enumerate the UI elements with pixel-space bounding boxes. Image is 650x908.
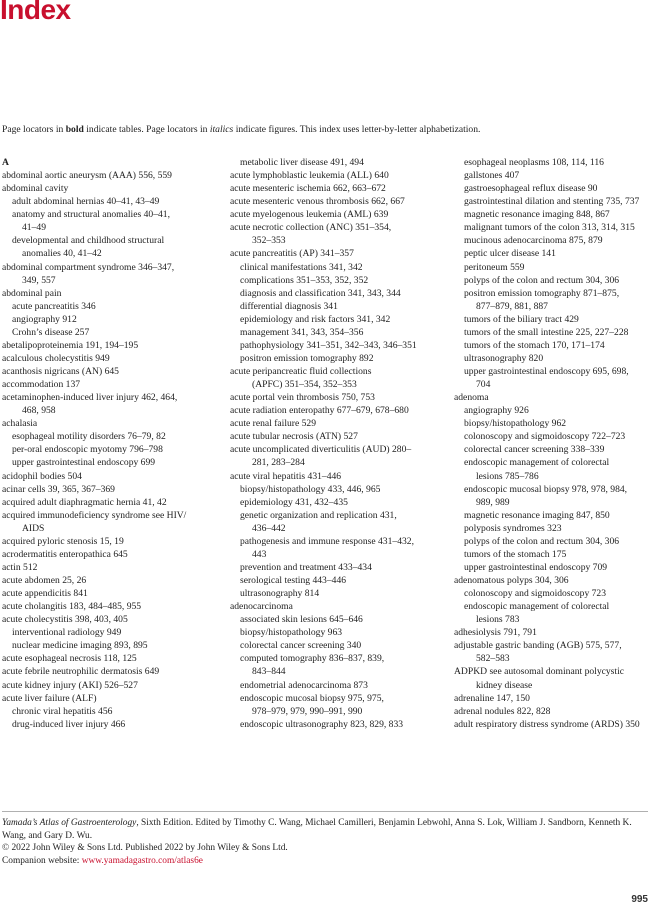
index-subentry: genetic organization and replication 431, <box>240 509 397 521</box>
page-number: 995 <box>631 894 648 905</box>
book-editors: , Sixth Edition. Edited by Timothy C. Wang, Michael Camilleri, Benjamin Lebwohl, Anna S. Lok, William J. Sandborn, Kenneth K. Wang, and Gary D. Wu. <box>2 818 632 841</box>
index-subentry: pathogenesis and immune response 431–432, <box>240 535 414 547</box>
index-subentry: clinical manifestations 341, 342 <box>240 261 363 273</box>
index-subentry: prevention and treatment 433–434 <box>240 561 372 573</box>
index-subentry: differential diagnosis 341 <box>240 300 338 312</box>
index-entry-continuation: AIDS <box>22 522 45 534</box>
index-main-entry: acrodermatitis enteropathica 645 <box>2 548 128 560</box>
index-subentry: malignant tumors of the colon 313, 314, 315 <box>464 222 635 234</box>
index-main-entry: acute tubular necrosis (ATN) 527 <box>230 431 358 443</box>
index-entry-continuation: 352–353 <box>252 235 286 247</box>
index-main-entry: accommodation 137 <box>2 379 81 391</box>
index-subentry: management 341, 343, 354–356 <box>240 326 364 338</box>
index-subentry: adult abdominal hernias 40–41, 43–49 <box>12 196 160 208</box>
footer-copyright: © 2022 John Wiley & Sons Ltd. Published 2022 by John Wiley & Sons Ltd. <box>2 843 288 854</box>
index-subentry: complications 351–353, 352, 352 <box>240 274 369 286</box>
index-entry-continuation: 843–844 <box>252 666 286 678</box>
index-subentry: magnetic resonance imaging 848, 867 <box>464 209 610 221</box>
index-entry-continuation: 349, 557 <box>22 274 56 286</box>
index-subentry: acute pancreatitis 346 <box>12 300 96 312</box>
index-main-entry: abdominal pain <box>2 287 62 299</box>
index-subentry: endoscopic ultrasonography 823, 829, 833 <box>240 718 404 730</box>
index-subentry: upper gastrointestinal endoscopy 699 <box>12 457 156 469</box>
index-main-entry: acute cholecystitis 398, 403, 405 <box>2 614 128 626</box>
index-subentry: tumors of the small intestine 225, 227–228 <box>464 326 629 338</box>
intro-text <box>2 123 642 136</box>
index-main-entry: acute viral hepatitis 431–446 <box>230 470 342 482</box>
index-main-entry: acute renal failure 529 <box>230 418 317 430</box>
companion-website-link[interactable]: www.yamadagastro.com/atlas6e <box>81 855 203 866</box>
index-subentry: peptic ulcer disease 141 <box>464 248 556 260</box>
index-subentry: serological testing 443–446 <box>240 575 347 586</box>
index-main-entry: acute mesenteric venous thrombosis 662, 667 <box>230 196 405 208</box>
index-subentry: tumors of the stomach 175 <box>464 548 567 560</box>
index-subentry: colonoscopy and sigmoidoscopy 723 <box>464 588 607 600</box>
index-subentry: upper gastrointestinal endoscopy 695, 698, <box>464 366 629 377</box>
index-entry-continuation: 41–49 <box>22 222 46 234</box>
index-subentry: endoscopic management of colorectal <box>464 457 610 469</box>
index-main-entry: acute abdomen 25, 26 <box>2 575 87 586</box>
index-subentry: epidemiology and risk factors 341, 342 <box>240 313 391 325</box>
index-main-entry: acute necrotic collection (ANC) 351–354, <box>230 222 392 234</box>
index-main-entry: acute liver failure (ALF) <box>2 692 97 704</box>
index-main-entry: acute radiation enteropathy 677–679, 678–680 <box>230 405 409 417</box>
index-subentry: interventional radiology 949 <box>12 627 122 639</box>
index-subentry: nuclear medicine imaging 893, 895 <box>12 640 148 652</box>
index-subentry: ultrasonography 820 <box>464 352 544 364</box>
book-title: Yamada’s Atlas of Gastroenterology <box>2 818 137 828</box>
index-subentry: associated skin lesions 645–646 <box>240 614 363 626</box>
index-main-entry: abetalipoproteinemia 191, 194–195 <box>2 339 139 351</box>
index-subentry: endoscopic mucosal biopsy 978, 978, 984, <box>464 483 628 495</box>
index-subentry: biopsy/histopathology 962 <box>464 418 567 430</box>
index-entry-continuation: 468, 958 <box>22 405 56 417</box>
index-subentry: upper gastrointestinal endoscopy 709 <box>464 561 608 573</box>
index-main-entry: acanthosis nigricans (AN) 645 <box>2 366 119 377</box>
index-entry-continuation: 281, 283–284 <box>252 457 305 469</box>
index-subentry: colorectal cancer screening 338–339 <box>464 444 605 456</box>
index-main-entry: acetaminophen-induced liver injury 462, 464, <box>2 392 178 404</box>
index-main-entry: acute appendicitis 841 <box>2 588 88 600</box>
index-main-entry: acute pancreatitis (AP) 341–357 <box>230 248 354 260</box>
index-main-entry: acute mesenteric ischemia 662, 663–672 <box>230 183 386 195</box>
index-main-entry: acute portal vein thrombosis 750, 753 <box>230 392 375 404</box>
footer-website <box>2 855 642 868</box>
index-subentry: developmental and childhood structural <box>12 235 165 247</box>
index-subentry: positron emission tomography 892 <box>240 352 374 364</box>
index-subentry: pathophysiology 341–351, 342–343, 346–351 <box>240 339 417 351</box>
index-main-entry: adrenaline 147, 150 <box>454 692 530 704</box>
index-subentry: gastrointestinal dilation and stenting 735, 737 <box>464 196 640 208</box>
index-main-entry: acinar cells 39, 365, 367–369 <box>2 483 115 495</box>
index-main-entry: acquired pyloric stenosis 15, 19 <box>2 535 124 547</box>
index-entry-continuation: (APFC) 351–354, 352–353 <box>252 379 357 391</box>
intro-part-1: Page locators in <box>2 124 66 135</box>
index-main-entry: abdominal cavity <box>2 183 69 195</box>
index-main-entry: abdominal aortic aneurysm (AAA) 556, 559 <box>2 170 172 182</box>
index-subentry: positron emission tomography 871–875, <box>464 287 620 299</box>
intro-part-2: indicate tables. Page locators in <box>83 124 210 135</box>
index-subentry: diagnosis and classification 341, 343, 344 <box>240 287 401 299</box>
index-subentry: Crohn’s disease 257 <box>12 326 90 338</box>
footer <box>2 817 642 867</box>
index-subentry: drug-induced liver injury 466 <box>12 718 126 730</box>
index-entry-continuation: lesions 785–786 <box>476 470 539 482</box>
index-subentry: esophageal motility disorders 76–79, 82 <box>12 431 166 443</box>
index-main-entry: adenoma <box>454 392 489 404</box>
index-main-entry: acute peripancreatic fluid collections <box>230 366 372 377</box>
index-title: Index <box>0 0 71 25</box>
index-subentry: polyps of the colon and rectum 304, 306 <box>464 274 620 286</box>
index-main-entry: acute uncomplicated diverticulitis (AUD) 280– <box>230 444 412 456</box>
index-main-entry: adrenal nodules 822, 828 <box>454 705 551 717</box>
index-main-entry: abdominal compartment syndrome 346–347, <box>2 261 175 273</box>
index-subentry: angiography 926 <box>464 405 529 417</box>
index-entry-continuation: anomalies 40, 41–42 <box>22 248 102 260</box>
index-subentry: gallstones 407 <box>464 170 520 182</box>
index-subentry: magnetic resonance imaging 847, 850 <box>464 509 610 521</box>
index-main-entry: achalasia <box>2 418 38 430</box>
index-letter-heading: A <box>2 157 9 168</box>
index-main-entry: acquired adult diaphragmatic hernia 41, 42 <box>2 496 167 508</box>
index-main-entry: acute esophageal necrosis 118, 125 <box>2 653 137 665</box>
index-entry-continuation: 989, 989 <box>476 496 510 508</box>
index-subentry: gastroesophageal reflux disease 90 <box>464 183 598 195</box>
index-main-entry: acute cholangitis 183, 484–485, 955 <box>2 601 142 613</box>
footer-citation <box>2 817 642 842</box>
index-subentry: polyposis syndromes 323 <box>464 522 562 534</box>
index-subentry: endoscopic mucosal biopsy 975, 975, <box>240 692 384 704</box>
index-column-1 <box>2 156 212 731</box>
website-label: Companion website: <box>2 855 82 866</box>
index-column-2 <box>222 156 442 731</box>
index-entry-continuation: 582–583 <box>476 653 510 665</box>
index-subentry: biopsy/histopathology 433, 446, 965 <box>240 483 381 495</box>
index-main-entry: acquired immunodeficiency syndrome see HIV/ <box>2 509 187 521</box>
footer-divider <box>2 811 648 812</box>
index-subentry: polyps of the colon and rectum 304, 306 <box>464 535 620 547</box>
index-entry-continuation: 436–442 <box>252 522 286 534</box>
index-main-entry: acute lymphoblastic leukemia (ALL) 640 <box>230 170 389 182</box>
intro-italics-word: italics <box>209 124 234 135</box>
index-subentry: colonoscopy and sigmoidoscopy 722–723 <box>464 431 626 443</box>
index-main-entry: adjustable gastric banding (AGB) 575, 577, <box>454 640 622 652</box>
index-subentry: esophageal neoplasms 108, 114, 116 <box>464 157 604 168</box>
index-subentry: ultrasonography 814 <box>240 588 320 600</box>
index-subentry: peritoneum 559 <box>464 261 525 273</box>
index-entry-continuation: 877–879, 881, 887 <box>476 300 548 312</box>
index-subentry: endometrial adenocarcinoma 873 <box>240 679 368 691</box>
index-main-entry: acute myelogenous leukemia (AML) 639 <box>230 209 389 221</box>
index-main-entry: ADPKD see autosomal dominant polycystic <box>454 666 624 678</box>
index-subentry: metabolic liver disease 491, 494 <box>240 157 364 168</box>
index-entry-continuation: 443 <box>252 548 267 560</box>
index-main-entry: adhesiolysis 791, 791 <box>454 627 537 639</box>
intro-bold-word: bold <box>65 124 84 135</box>
index-subentry: chronic viral hepatitis 456 <box>12 705 113 717</box>
index-subentry: tumors of the stomach 170, 171–174 <box>464 339 605 351</box>
index-entry-continuation: lesions 783 <box>476 614 520 626</box>
index-entry-continuation: 704 <box>476 379 491 391</box>
intro-part-3: indicate figures. This index uses letter-by-letter alphabetization. <box>233 124 481 135</box>
index-subentry: anatomy and structural anomalies 40–41, <box>12 209 170 221</box>
index-subentry: endoscopic management of colorectal <box>464 601 610 613</box>
index-subentry: computed tomography 836–837, 839, <box>240 653 385 665</box>
index-subentry: biopsy/histopathology 963 <box>240 627 343 639</box>
index-subentry: tumors of the biliary tract 429 <box>464 313 579 325</box>
index-entry-continuation: 978–979, 979, 990–991, 990 <box>252 705 363 717</box>
index-main-entry: acute febrile neutrophilic dermatosis 649 <box>2 666 160 678</box>
index-column-3 <box>446 156 650 731</box>
index-subentry: epidemiology 431, 432–435 <box>240 496 348 508</box>
index-main-entry: actin 512 <box>2 561 38 573</box>
index-subentry: angiography 912 <box>12 313 77 325</box>
index-main-entry: acidophil bodies 504 <box>2 470 82 482</box>
index-subentry: colorectal cancer screening 340 <box>240 640 362 652</box>
index-entry-continuation: kidney disease <box>476 679 533 691</box>
index-subentry: mucinous adenocarcinoma 875, 879 <box>464 235 603 247</box>
index-subentry: per-oral endoscopic myotomy 796–798 <box>12 444 163 456</box>
index-main-entry: adult respiratory distress syndrome (ARDS) 350 <box>454 718 640 730</box>
index-main-entry: acute kidney injury (AKI) 526–527 <box>2 679 138 691</box>
index-main-entry: adenocarcinoma <box>230 601 293 613</box>
index-main-entry: adenomatous polyps 304, 306 <box>454 575 569 586</box>
index-main-entry: acalculous cholecystitis 949 <box>2 352 110 364</box>
